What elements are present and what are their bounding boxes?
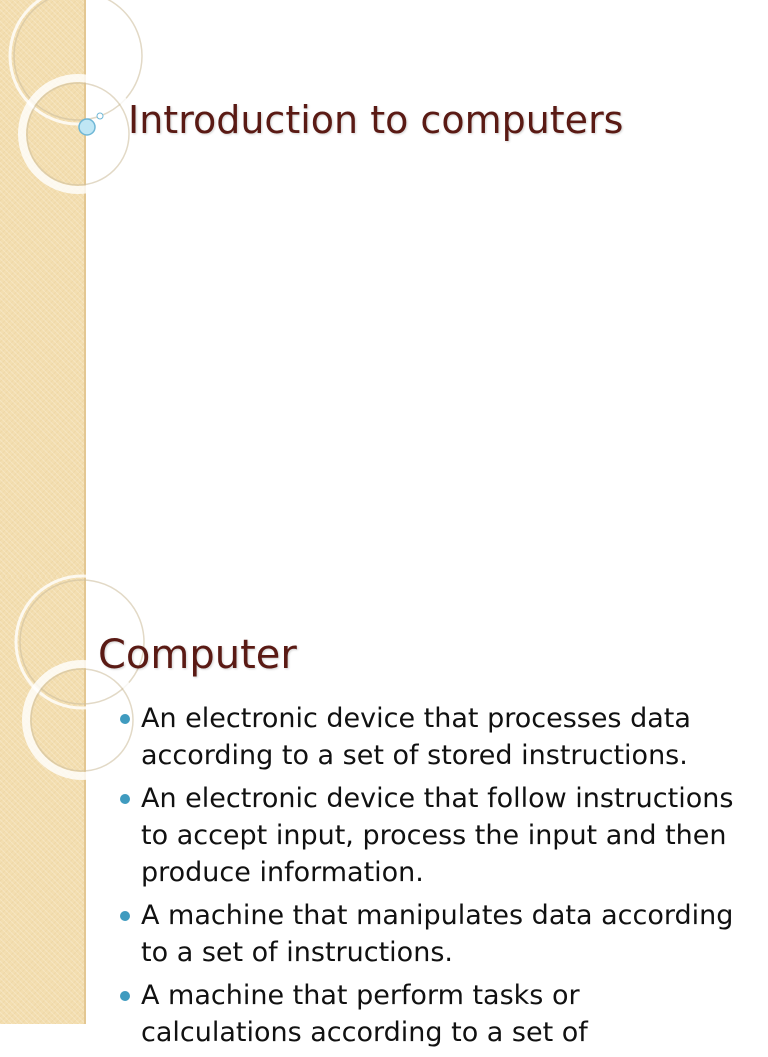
bullet-list xyxy=(116,700,746,1057)
bullet-text: A machine that perform tasks or calculations according to a set of xyxy=(141,980,588,1048)
bullet-item xyxy=(116,700,746,774)
ring-ornament-icon xyxy=(0,0,120,200)
bullet-dot-icon xyxy=(120,714,130,724)
bullet-item xyxy=(116,897,746,971)
bullet-text: An electronic device that follow instructions to accept input, process the input and then produce information. xyxy=(141,783,734,888)
bullet-dot-icon xyxy=(120,794,130,804)
bullet-dot-icon xyxy=(120,911,130,921)
bullet-item xyxy=(116,977,746,1051)
bullet-text: A machine that manipulates data according to a set of instructions. xyxy=(141,900,734,968)
bullet-item xyxy=(116,780,746,891)
slide-title: Computer xyxy=(98,632,297,678)
slide-title: Introduction to computers xyxy=(128,98,624,142)
bullet-text: An electronic device that processes data according to a set of stored instructions. xyxy=(141,703,691,771)
bullet-dot-icon xyxy=(120,991,130,1001)
slide-2 xyxy=(0,576,768,1048)
